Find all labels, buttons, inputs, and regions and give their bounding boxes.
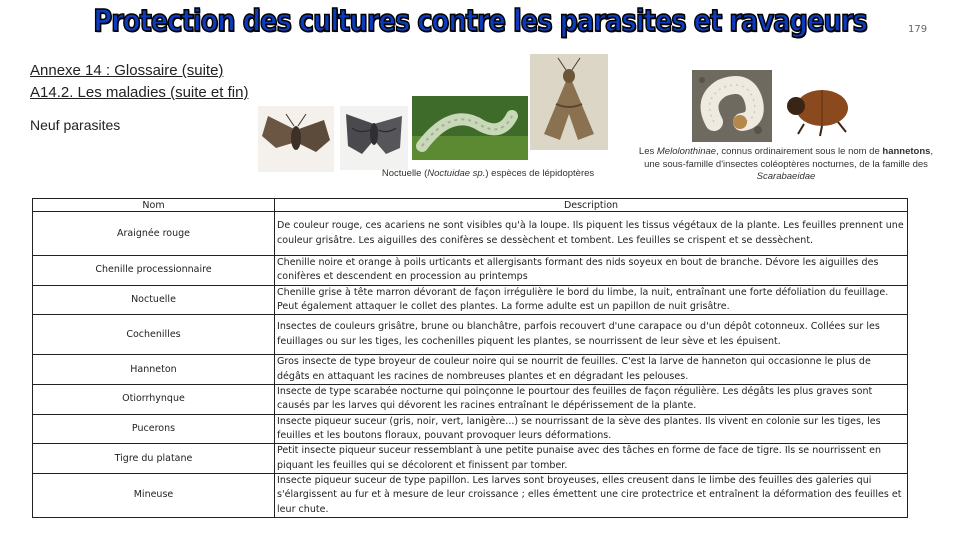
table-row (33, 355, 908, 385)
row-name: Chenille processionnaire (33, 256, 275, 286)
table-row (33, 212, 908, 256)
row-description: Petit insecte piqueur suceur ressemblant à une petite punaise avec des tâches en forme de face de tigre. Ils se nourrissent en piquant les feuilles qui se décolorent et finissent par tomber. (275, 444, 908, 474)
row-description: Insectes de couleurs grisâtre, brune ou blanchâtre, parfois recouvert d'une carapace ou d'un dépôt cotonneux. Collées sur les feuillages ou sur les tiges, les cochenilles piquent les plantes, se nourrissent de leur sève et les épuisent. (275, 315, 908, 355)
hanneton-caption: Les Melolonthinae, connus ordinairement sous le nom de hannetons, une sous-famille d'insectes coléoptères nocturnes, de la famille des Scarabaeidae (638, 146, 934, 182)
noctuid-moth-photo (530, 54, 608, 150)
row-description: Insecte piqueur suceur (gris, noir, vert, lanigère...) se nourrissant de la sève des plantes. Ils vivent en colonie sur les tiges, les feuilles et les boutons floraux, pouvant provoquer leurs déformations. (275, 414, 908, 444)
column-header-name: Nom (33, 199, 275, 212)
row-description: Chenille grise à tête marron dévorant de façon irrégulière le bord du limbe, la nuit, entraînant une forte défoliation du feuillage. Peut également attaquer le collet des plantes. La forme adulte est un papillon de nuit grisâtre. (275, 285, 908, 315)
table-row (33, 285, 908, 315)
moth-photo-1 (258, 106, 334, 172)
row-name: Otiorrhynque (33, 385, 275, 415)
caterpillar-photo (412, 96, 528, 160)
parasites-heading: Neuf parasites (30, 117, 121, 133)
section-subheading: A14.2. Les maladies (suite et fin) (30, 84, 249, 101)
table-row (33, 315, 908, 355)
row-name: Tigre du platane (33, 444, 275, 474)
page-number: 179 (908, 24, 928, 35)
table-row (33, 414, 908, 444)
row-name: Noctuelle (33, 285, 275, 315)
beetle-photo (776, 78, 860, 140)
glossary-table (32, 198, 908, 518)
row-description: Chenille noire et orange à poils urticants et allergisants formant des nids soyeux en bout de branche. Dévore les aiguilles des conifères et descendent en procession au printemps (275, 256, 908, 286)
table-row (33, 473, 908, 517)
table-row (33, 385, 908, 415)
grub-photo (692, 70, 772, 142)
annex-heading: Annexe 14 : Glossaire (suite) (30, 62, 224, 79)
column-header-description: Description (275, 199, 908, 212)
row-name: Araignée rouge (33, 212, 275, 256)
row-description: Insecte piqueur suceur de type papillon. Les larves sont broyeuses, elles creusent dans le limbe des feuilles des galeries qui s'élargissent au fur et à mesure de leur croissance ; elles émettent une cire protectrice et entraînent la déformation des feuilles et leur chute. (275, 473, 908, 517)
row-name: Pucerons (33, 414, 275, 444)
row-name: Mineuse (33, 473, 275, 517)
row-name: Hanneton (33, 355, 275, 385)
row-name: Cochenilles (33, 315, 275, 355)
page-title: Protection des cultures contre les parasites et ravageurs (93, 4, 867, 39)
table-header-row (33, 199, 908, 212)
row-description: Insecte de type scarabée nocturne qui poinçonne le pourtour des feuilles de façon régulière. Les dégâts les plus graves sont causés par les larves qui dévorent les racines entraînant le dépérissement de la plante. (275, 385, 908, 415)
row-description: Gros insecte de type broyeur de couleur noire qui se nourrit de feuilles. C'est la larve de hanneton qui occasionne le plus de dégâts en attaquant les racines de nombreuses plantes et en dégradant les pelouses. (275, 355, 908, 385)
noctuelle-caption: Noctuelle (Noctuidae sp.) espèces de lépidoptères (381, 168, 595, 179)
moth-photo-2 (340, 106, 408, 170)
table-row (33, 256, 908, 286)
table-row (33, 444, 908, 474)
row-description: De couleur rouge, ces acariens ne sont visibles qu'à la loupe. Ils piquent les tissus végétaux de la plante. Les feuilles prennent une couleur grisâtre. Les aiguilles des conifères se dessèchent et tombent. Les feuilles se crispent et se dessèchent. (275, 212, 908, 256)
